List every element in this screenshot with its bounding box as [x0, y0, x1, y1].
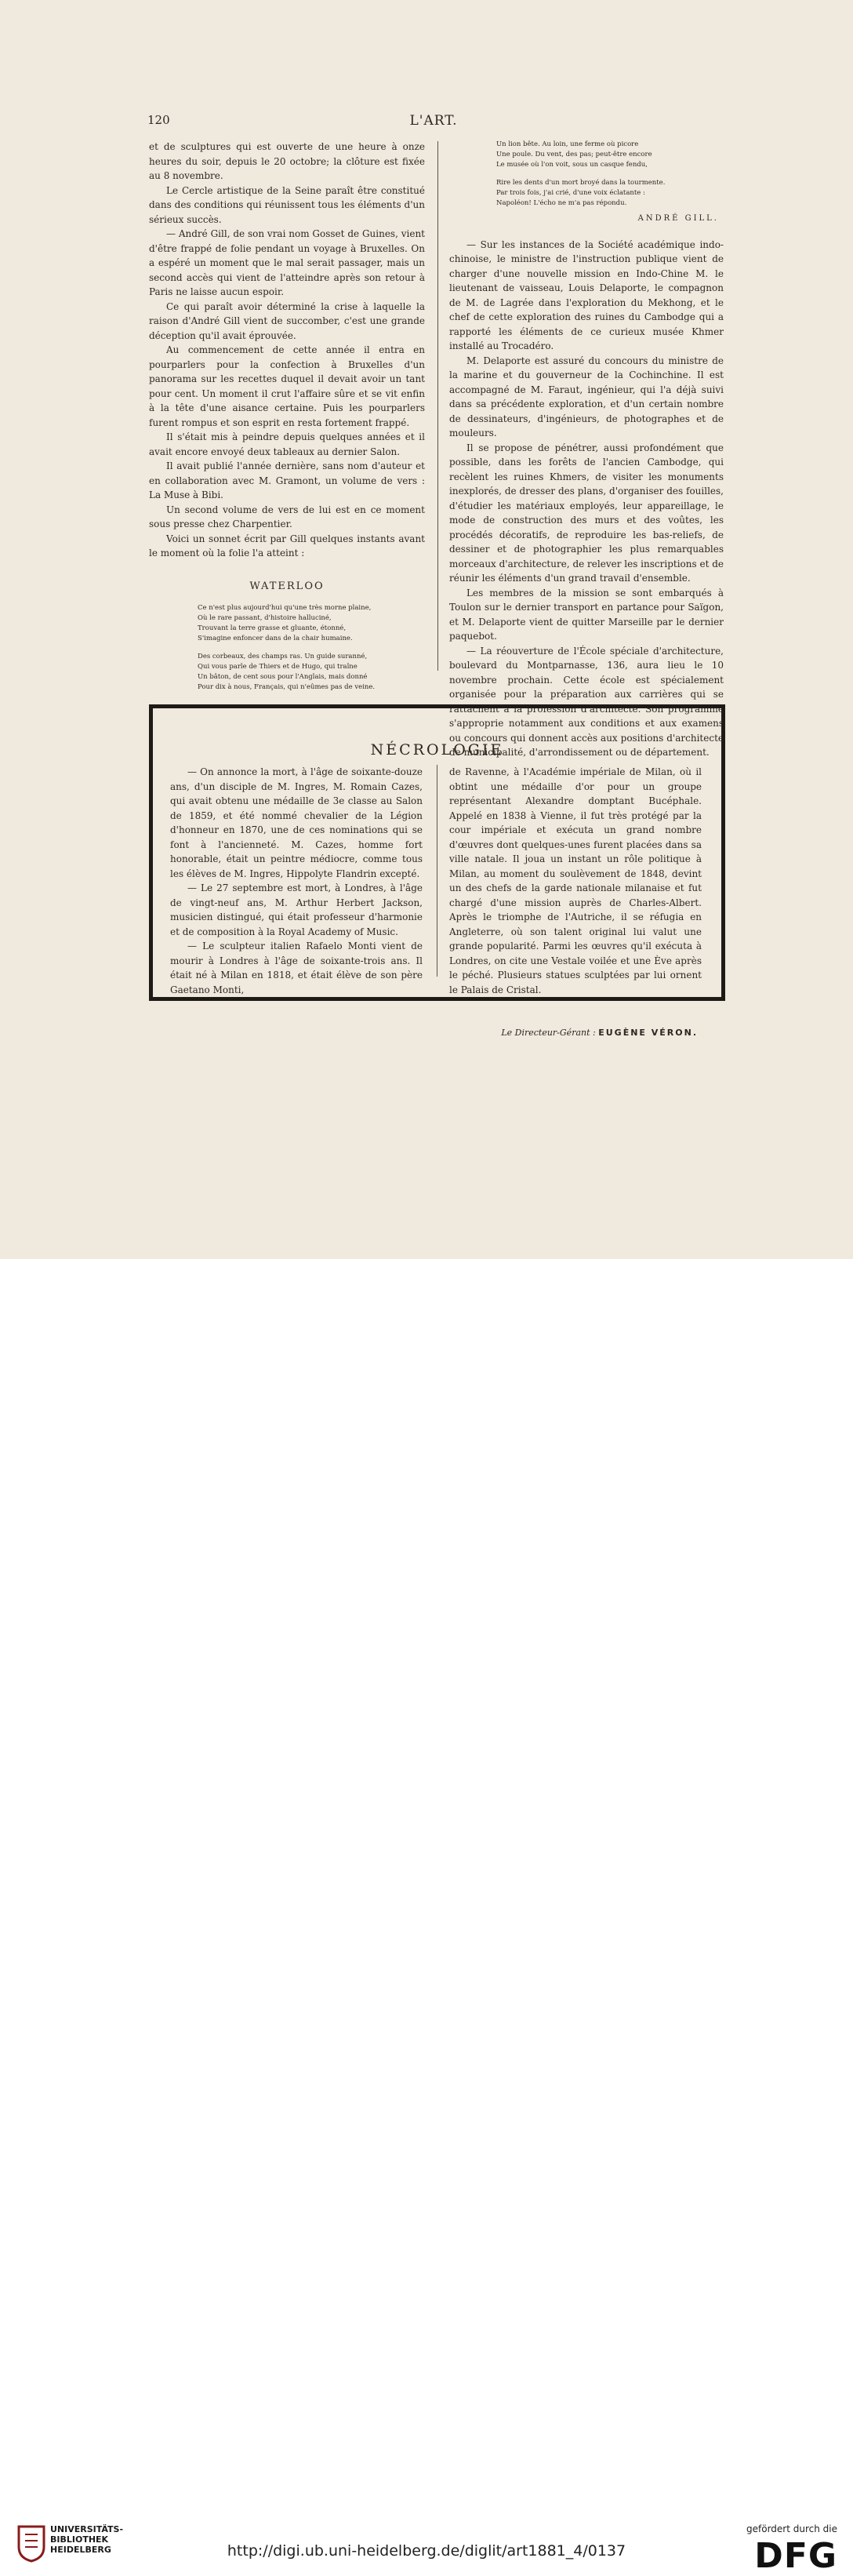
stanza-gap [198, 644, 425, 652]
necrologie-box [149, 704, 725, 1001]
column-divider [437, 141, 438, 671]
dfg-logo: DFG [754, 2536, 837, 2576]
page-number: 120 [147, 113, 170, 127]
paragraph: — Le 27 septembre est mort, à Londres, à l'âge de vingt-neuf ans, M. Arthur Herbert Jackson, musicien distingué, qui était professeur d'harmonie et de composition à la Royal Academy of Music. [170, 882, 423, 937]
poem-line: Le musée où l'on voit, sous un casque fendu, [496, 161, 648, 169]
paragraph: et de sculptures qui est ouverte de une heure à onze heures du soir, depuis le 20 octobre; la clôture est fixée au 8 novembre. [149, 141, 425, 181]
paragraph: Ce qui paraît avoir déterminé la crise à laquelle la raison d'André Gill vient de succomber, c'est une grande déception qu'il avait éprouvée. [149, 300, 425, 341]
poem-line: Par trois fois, j'ai crié, d'une voix éclatante : [496, 189, 645, 197]
paragraph: — Sur les instances de la Société académique indo-chinoise, le ministre de l'instruction publique vient de charger d'une nouvelle mission en Indo-Chine M. le lieutenant de vaisseau, Louis Delaporte, le compagnon de M. de Lagrée dans l'exploration du Mekhong, et le chef de cette exploration des ruines du Cambodge qui a rapporté les éléments de ce curieux musée Khmer installé au Trocadéro. [449, 238, 724, 351]
poem-line: Des corbeaux, des champs ras. Un guide suranné, [198, 653, 368, 660]
paragraph: Il se propose de pénétrer, aussi profondément que possible, dans les forêts de l'ancien Cambodge, qui recèlent les ruines Khmers, de visiter les monuments inexplorés, de dresser des plans, d'organiser des fouilles, d'étudier les matériaux employés, leur appareillage, le mode de construction des murs et des voûtes, les procédés décoratifs, de reproduire les bas-reliefs, de dessiner et de photographier les plus remarquables morceaux d'architecture, de relever les inscriptions et de réunir les éléments d'un grand travail d'ensemble. [449, 442, 724, 584]
poem-line: Une poule. Du vent, des pas; peut-être encore [496, 151, 652, 158]
page-url-link[interactable]: http://digi.ub.uni-heidelberg.de/diglit/art1881_4/0137 [227, 2542, 626, 2560]
paragraph: — André Gill, de son vrai nom Gosset de Guines, vient d'être frappé de folie pendant un voyage à Bruxelles. On a espéré un moment que le mal serait passager, mais un second accès qui vient de l'atteindre après son retour à Paris ne laisse aucun espoir. [149, 228, 425, 297]
paragraph: — La réouverture de l'École spéciale d'architecture, boulevard du Montparnasse, 136, aura lieu le 10 novembre prochain. Cette école est spécialement organisée pour la préparation aux carrières qui se rattachent à la profession d'architecte. Son programme s'approprie notamment aux conditions et aux examens ou concours qui donnent accès aux positions d'architecte de municipalité, d'arrondissement ou de département. [449, 645, 724, 758]
paragraph: Au commencement de cette année il entra en pourparlers pour la confection à Bruxelles d'un panorama sur les recettes duquel il devait avoir un tant pour cent. Un moment il crut l'affaire sûre et se vit enfin à la tête d'une aisance certaine. Puis les pourparlers furent rompus et son esprit en resta fortement frappé. [149, 344, 425, 428]
stanza-gap [496, 170, 724, 178]
credit-label: Le Directeur-Gérant : [501, 1028, 599, 1038]
necrologie-title: NÉCROLOGIE [370, 741, 504, 759]
paragraph: Les membres de la mission se sont embarqués à Toulon sur le dernier transport en partance pour Saïgon, et M. Delaporte vient de quitter Marseille par le dernier paquebot. [449, 587, 724, 642]
paragraph: — Le sculpteur italien Rafaelo Monti vient de mourir à Londres à l'âge de soixante-trois ans. Il était né à Milan en 1818, et était élève de son père Gaetano Monti, [170, 941, 423, 995]
poem-title: WATERLOO [249, 580, 325, 592]
paragraph: — On annonce la mort, à l'âge de soixante-douze ans, d'un disciple de M. Ingres, M. Romain Cazes, qui avait obtenu une médaille de 3e classe au Salon de 1859, et été nommé chevalier de la Légion d'honneur en 1870, une de ces nominations qui se font à l'ancienneté. M. Cazes, homme fort honorable, était un peintre médiocre, comme tous les élèves de M. Ingres, Hippolyte Flandrin excepté. [170, 766, 423, 879]
credit-name: EUGÈNE VÉRON. [598, 1028, 698, 1038]
scanned-page [0, 0, 853, 1259]
necrologie-left-column [170, 765, 423, 997]
poem-line: Rire les dents d'un mort broyé dans la tourmente. [496, 179, 666, 187]
poem-line: Où le rare passant, d'histoire halluciné, [198, 614, 332, 622]
director-credit [439, 1028, 698, 1038]
library-line: HEIDELBERG [50, 2545, 111, 2555]
running-head [147, 113, 720, 132]
poem-line: Napoléon! L'écho ne m'a pas répondu. [496, 199, 627, 207]
viewer-bottom-bar [0, 1259, 853, 2576]
poem-line: Qui vous parle de Thiers et de Hugo, qui traîne [198, 663, 358, 671]
paragraph: Le Cercle artistique de la Seine paraît être constitué dans des conditions qui réunissent tous les éléments d'un sérieux succès. [149, 184, 425, 225]
library-line: BIBLIOTHEK [50, 2534, 109, 2545]
poem-signature: ANDRÉ GILL. [637, 214, 719, 223]
poem-line: Ce n'est plus aujourd'hui qu'une très morne plaine, [198, 604, 372, 612]
poem-line: Un bâton, de cent sous pour l'Anglais, mais donné [198, 673, 368, 681]
poem-line: Trouvant la terre grasse et gluante, étonné, [198, 624, 347, 632]
poem-line: Pour dix à nous, Français, qui n'eûmes pas de veine. [198, 683, 376, 691]
right-column [449, 140, 724, 760]
paragraph: Il s'était mis à peindre depuis quelques années et il avait encore envoyé deux tableaux au dernier Salon. [149, 431, 425, 457]
poem-line: S'imagine enfoncer dans de la chair humaine. [198, 635, 353, 642]
poem-stanza [149, 603, 425, 693]
paragraph: M. Delaporte est assuré du concours du ministre de la marine et du gouverneur de la Cochinchine. Il est accompagné de M. Faraut, ingénieur, qui l'a déjà suivi dans sa précédente exploration, et d'un certain nombre de dessinateurs, d'ingénieurs, de photographes et de mouleurs. [449, 355, 724, 438]
paragraph: de Ravenne, à l'Académie impériale de Milan, où il obtint une médaille d'or pour un groupe représentant Alexandre domptant Bucéphale. Appelé en 1838 à Vienne, il fut très protégé par la cour impériale et exécuta un grand nombre d'œuvres dont quelques-unes furent placées dans sa ville natale. Il joua un instant un rôle politique à Milan, au moment du soulèvement de 1848, devint un des chefs de la garde nationale milanaise et fut chargé d'une mission auprès de Charles-Albert. Après le triomphe de l'Autriche, il se réfugia en Angleterre, où son talent original lui valut une grande popularité. Parmi les œuvres qu'il exécuta à Londres, on cite une Vestale voilée et une Ève après le péché. Plusieurs statues sculptées par lui ornent le Palais de Cristal. [449, 766, 702, 995]
paragraph: Un second volume de vers de lui est en ce moment sous presse chez Charpentier. [149, 504, 425, 529]
poem-line: Un lion bête. Au loin, une ferme où picore [496, 140, 639, 148]
journal-title: L'ART. [409, 113, 458, 129]
funder-caption: gefördert durch die [746, 2523, 837, 2534]
paragraph: Voici un sonnet écrit par Gill quelques instants avant le moment où la folie l'a atteint : [149, 533, 425, 558]
library-line: UNIVERSITÄTS- [50, 2524, 124, 2534]
paragraph: Il avait publié l'année dernière, sans nom d'auteur et en collaboration avec M. Gramont, un volume de vers : La Muse à Bibi. [149, 460, 425, 500]
left-column [149, 140, 425, 693]
necrologie-right-column [449, 765, 702, 997]
poem-stanza [449, 140, 724, 209]
